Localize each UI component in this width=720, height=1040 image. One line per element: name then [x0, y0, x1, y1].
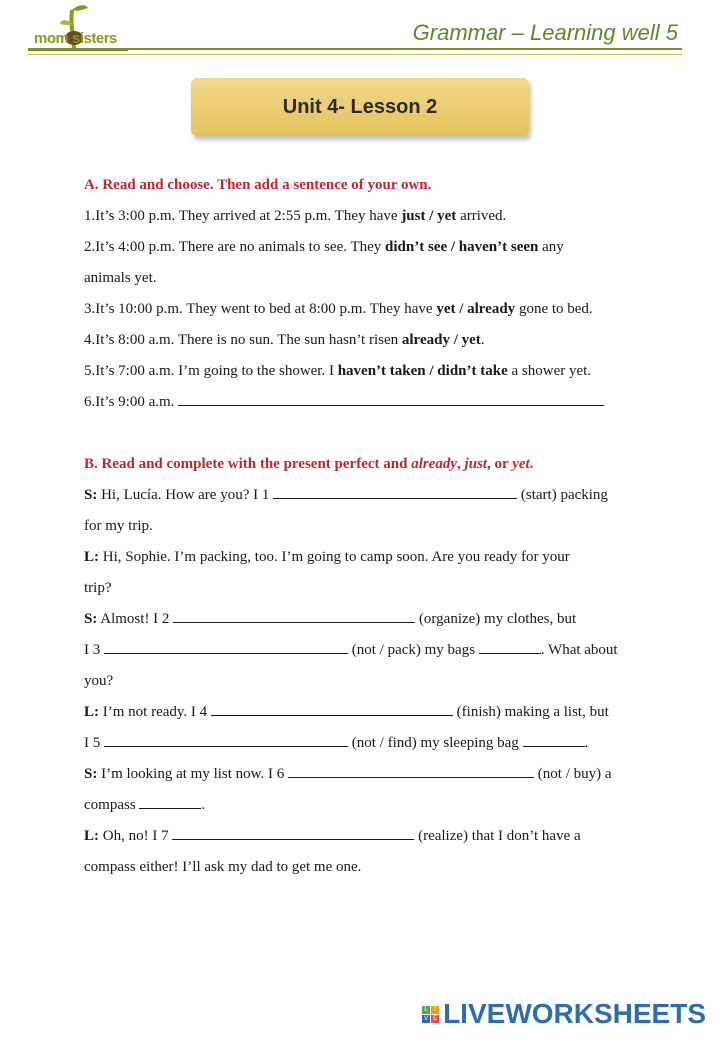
dialogue-s3-line2: compass .: [84, 790, 684, 821]
answer-blank-1[interactable]: [273, 484, 517, 499]
dialogue-s1-cont: for my trip.: [84, 518, 153, 534]
speaker-label: L:: [84, 549, 99, 565]
choice-options[interactable]: haven’t taken / didn’t take: [337, 363, 508, 379]
liveworksheets-logo: [422, 998, 706, 1030]
question-4: 4.It’s 8:00 a.m. There is no sun. The sun hasn’t risen already / yet.: [84, 332, 485, 348]
answer-blank-7[interactable]: [172, 825, 414, 840]
speaker-label: S:: [84, 487, 98, 503]
dialogue-s2: S: Almost! I 2 (organize) my clothes, but: [84, 604, 684, 635]
lesson-title: Unit 4- Lesson 2: [282, 95, 438, 118]
choice-options[interactable]: didn’t see / haven’t seen: [385, 239, 539, 255]
dialogue-s1: S: Hi, Lucía. How are you? I 1 (start) packing: [84, 480, 684, 511]
dialogue-l2-line2: I 5 (not / find) my sleeping bag .: [84, 728, 684, 759]
speaker-label: S:: [84, 766, 98, 782]
speaker-label: L:: [84, 828, 99, 844]
liveworksheets-brand: LIVEWORKSHEETS: [443, 998, 706, 1029]
answer-blank-4[interactable]: [211, 701, 453, 716]
question-2: 2.It’s 4:00 p.m. There are no animals to see. They didn’t see / haven’t seen any: [84, 239, 564, 255]
choice-options[interactable]: just / yet: [401, 208, 457, 224]
choice-options[interactable]: yet / already: [436, 301, 516, 317]
speaker-label: S:: [84, 611, 98, 627]
dialogue-s3: S: I’m looking at my list now. I 6 (not / buy) a: [84, 759, 684, 790]
question-3: 3.It’s 10:00 p.m. They went to bed at 8:00 p.m. They have yet / already gone to bed.: [84, 301, 593, 317]
header-title: Grammar – Learning well 5: [412, 20, 678, 45]
choice-options[interactable]: already / yet: [401, 332, 481, 348]
dialogue-l2: L: I’m not ready. I 4 (finish) making a list, but: [84, 697, 684, 728]
question-5: 5.It’s 7:00 a.m. I’m going to the shower. I haven’t taken / didn’t take a shower yet.: [84, 363, 592, 379]
answer-blank-6b[interactable]: [139, 794, 201, 809]
header-divider-thin: [28, 54, 682, 55]
dialogue-s2-line2: I 3 (not / pack) my bags . What about: [84, 635, 684, 666]
answer-blank-5b[interactable]: [523, 732, 585, 747]
question-1: 1.It’s 3:00 p.m. They arrived at 2:55 p.m. They have just / yet arrived.: [84, 208, 507, 224]
section-a-heading: A. Read and choose. Then add a sentence of your own.: [84, 177, 432, 193]
lesson-title-badge: [191, 78, 529, 136]
dialogue-l1: L: Hi, Sophie. I’m packing, too. I’m going to camp soon. Are you ready for your: [84, 549, 570, 565]
worksheet-content: [84, 170, 684, 883]
logo-text: mom sisters: [34, 30, 117, 47]
answer-blank-3b[interactable]: [479, 639, 541, 654]
answer-blank-6[interactable]: [288, 763, 534, 778]
dialogue-l3-cont: compass either! I’ll ask my dad to get me one.: [84, 859, 362, 875]
dialogue-l1-cont: trip?: [84, 580, 112, 596]
question-2-cont: animals yet.: [84, 270, 157, 286]
section-b-heading: B. Read and complete with the present perfect and already, just, or yet.: [84, 456, 534, 472]
liveworksheets-icon: L I V E: [424, 1006, 438, 1022]
header-divider: [28, 48, 128, 51]
answer-blank-2[interactable]: [173, 608, 415, 623]
dialogue-s2-cont: you?: [84, 673, 114, 689]
question-6: 6.It’s 9:00 a.m.: [84, 387, 684, 418]
answer-blank-3[interactable]: [104, 639, 348, 654]
logo: [30, 2, 125, 54]
answer-blank[interactable]: [178, 391, 604, 406]
header-divider: [128, 48, 682, 50]
answer-blank-5[interactable]: [104, 732, 348, 747]
dialogue-l3: L: Oh, no! I 7 (realize) that I don’t have a: [84, 821, 684, 852]
speaker-label: L:: [84, 704, 99, 720]
